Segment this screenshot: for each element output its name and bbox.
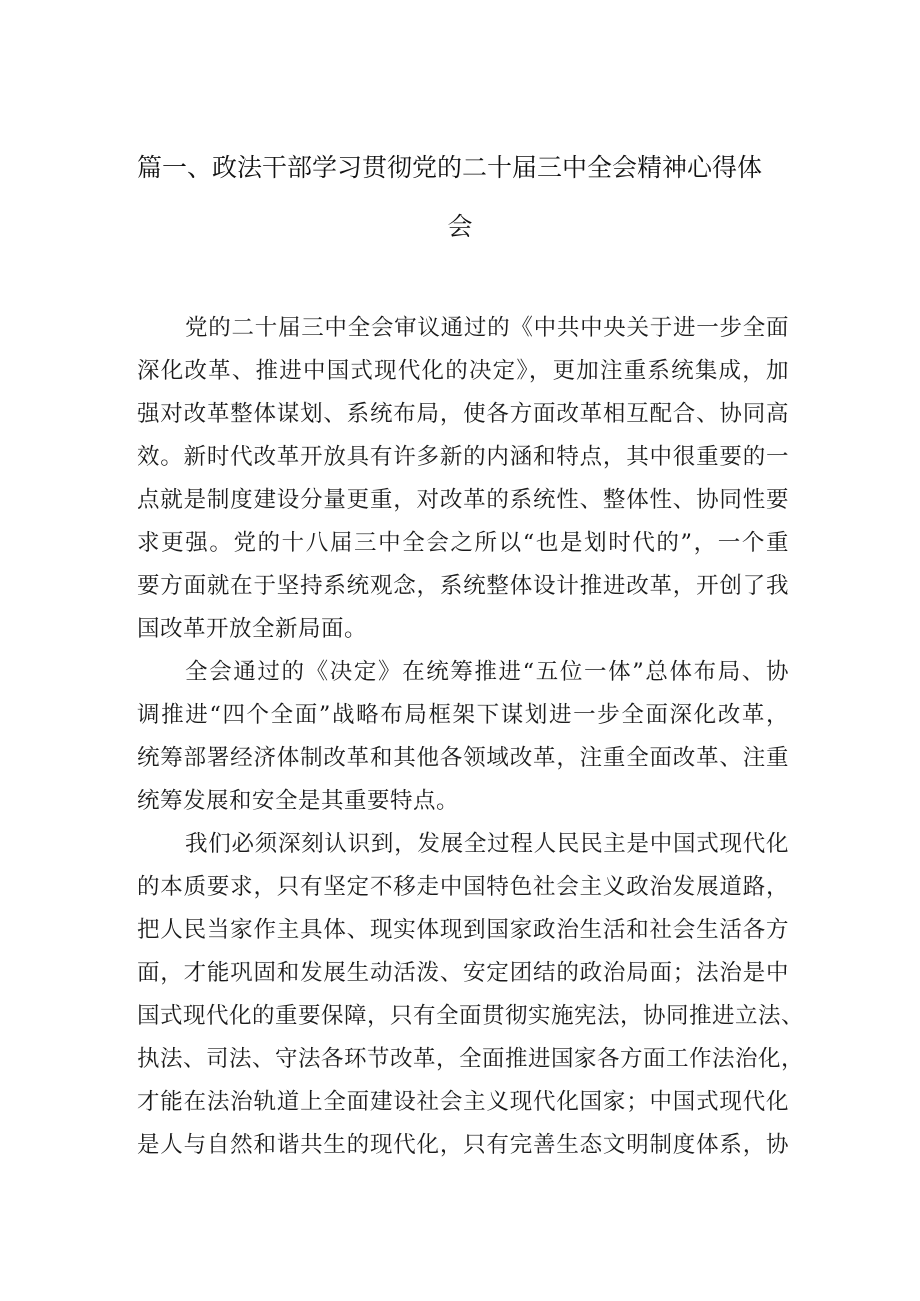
paragraph-1-line-2: 深化改革、推进中国式现代化的决定》，更加注重系统集成，加 bbox=[137, 358, 789, 384]
document-title-line-2: 会 bbox=[447, 212, 473, 241]
paragraph-3-line-4: 面，才能巩固和发展生动活泼、安定团结的政治局面；法治是中 bbox=[137, 960, 789, 986]
paragraph-2-line-1: 全会通过的《决定》在统筹推进“五位一体”总体布局、协 bbox=[185, 659, 789, 685]
paragraph-1-line-3: 强对改革整体谋划、系统布局，使各方面改革相互配合、协同高 bbox=[137, 401, 789, 427]
paragraph-2-line-4: 统筹发展和安全是其重要特点。 bbox=[137, 788, 460, 814]
paragraph-3-line-3: 把人民当家作主具体、现实体现到国家政治生活和社会生活各方 bbox=[137, 917, 789, 943]
paragraph-3-line-5: 国式现代化的重要保障，只有全面贯彻实施宪法，协同推进立法、 bbox=[137, 1003, 805, 1029]
paragraph-1-line-4: 效。新时代改革开放具有许多新的内涵和特点，其中很重要的一 bbox=[137, 444, 789, 470]
paragraph-3-line-2: 的本质要求，只有坚定不移走中国特色社会主义政治发展道路， bbox=[137, 874, 789, 900]
paragraph-1-line-8: 国改革开放全新局面。 bbox=[137, 616, 368, 642]
paragraph-2-line-3: 统筹部署经济体制改革和其他各领域改革，注重全面改革、注重 bbox=[137, 745, 789, 771]
paragraph-1-line-1: 党的二十届三中全会审议通过的《中共中央关于进一步全面 bbox=[185, 315, 789, 341]
paragraph-1-line-5: 点就是制度建设分量更重，对改革的系统性、整体性、协同性要 bbox=[137, 487, 789, 513]
paragraph-3-line-6: 执法、司法、守法各环节改革，全面推进国家各方面工作法治化， bbox=[137, 1046, 805, 1072]
paragraph-3-line-8: 是人与自然和谐共生的现代化，只有完善生态文明制度体系，协 bbox=[137, 1132, 789, 1158]
paragraph-3-line-7: 才能在法治轨道上全面建设社会主义现代化国家；中国式现代化 bbox=[137, 1089, 789, 1115]
paragraph-2-line-2: 调推进“四个全面”战略布局框架下谋划进一步全面深化改革， bbox=[137, 702, 789, 728]
paragraph-1-line-7: 要方面就在于坚持系统观念，系统整体设计推进改革，开创了我 bbox=[137, 573, 789, 599]
paragraph-3-line-1: 我们必须深刻认识到，发展全过程人民民主是中国式现代化 bbox=[185, 831, 789, 857]
paragraph-1-line-6: 求更强。党的十八届三中全会之所以“也是划时代的”，一个重 bbox=[137, 530, 789, 556]
document-title-line-1: 篇一、政法干部学习贯彻党的二十届三中全会精神心得体 bbox=[137, 153, 763, 182]
